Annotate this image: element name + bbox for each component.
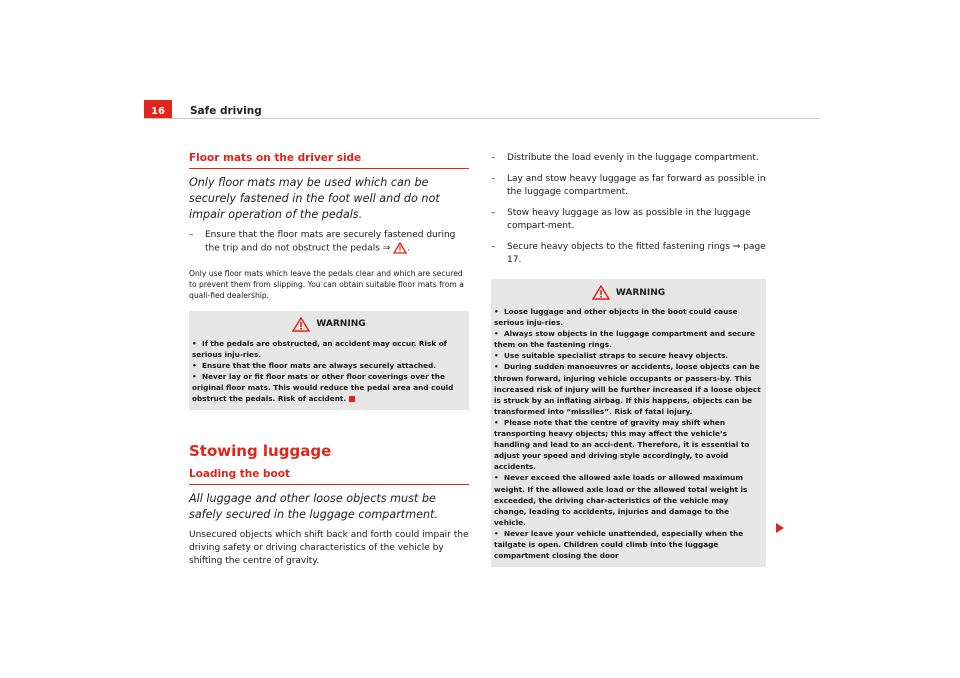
section-end-marker	[349, 396, 355, 402]
floor-mats-note: Only use floor mats which leave the pedals clear and which are secured to prevent them from slipping. You can obtain suitable floor mats from a quali-fied dealership.	[189, 268, 464, 300]
reference-arrow: ⇒	[382, 243, 391, 254]
warning-item: • Use suitable specialist straps to secure heavy objects.	[494, 351, 729, 361]
warning-triangle-icon	[393, 242, 407, 254]
warning-item: • Loose luggage and other objects in the boot could cause serious inju-ries.	[494, 307, 738, 328]
warning-title: WARNING	[316, 319, 366, 329]
subsection-title-loading-boot: Loading the boot	[189, 468, 469, 485]
warning-item: • If the pedals are obstructed, an accident may occur. Risk of serious inju-ries.	[192, 338, 447, 359]
warning-triangle-icon	[592, 285, 610, 300]
luggage-warning-box	[491, 279, 766, 567]
warning-item: • Ensure that the floor mats are always securely attached.	[192, 360, 437, 370]
luggage-lead: All luggage and other loose objects must be safely secured in the luggage compartment.	[189, 492, 439, 522]
warning-triangle-icon	[292, 317, 310, 332]
section-title-floor-mats: Floor mats on the driver side	[189, 152, 469, 169]
right-column	[491, 152, 766, 567]
luggage-step: – Stow heavy luggage as low as possible in the luggage compart-ment.	[491, 208, 751, 231]
header-divider	[144, 118, 820, 119]
warning-title: WARNING	[615, 287, 666, 298]
floor-mats-lead: Only floor mats may be used which can be securely fastened in the foot well and do not impair operation of the pedals.	[189, 176, 440, 221]
warning-item: • During sudden manoeuvres or accidents, loose objects can be thrown forward, injuring vehicle occupants or passers-by. This increased risk of injury will be further increased if a loose object is struck by an inflating airbag. If this happens, objects can be transformed into “missiles”. Risk of fatal injury.	[494, 362, 761, 416]
continue-arrow-icon	[776, 523, 784, 533]
luggage-step: – Lay and stow heavy luggage as far forward as possible in the luggage compartment.	[491, 174, 766, 197]
floor-mats-step: – Ensure that the floor mats are securely fastened during the trip and do not obstruct the pedals ⇒ .	[189, 230, 456, 254]
page-number: 16	[144, 100, 172, 118]
floor-mats-warning-box	[189, 311, 469, 411]
left-column	[189, 152, 469, 568]
warning-item: • Never lay or fit floor mats or other floor coverings over the original floor mats. This would reduce the pedal area and could obstruct the pedals. Risk of accident.	[192, 371, 454, 403]
warning-item: • Always stow objects in the luggage compartment and secure them on the fastening rings.	[494, 329, 756, 350]
warning-item: • Please note that the centre of gravity may shift when transporting heavy objects; this may affect the vehicle’s handling and lead to an acci-dent. Therefore, it is essential to adjust your speed and driving style accordingly, to avoid accidents.	[494, 417, 750, 472]
luggage-step: – Distribute the load evenly in the luggage compartment.	[491, 153, 759, 163]
warning-item: • Never leave your vehicle unattended, especially when the tailgate is open. Children could climb into the luggage compartment closing the door	[494, 528, 744, 561]
luggage-step: – Secure heavy objects to the fitted fastening rings ⇒ page 17.	[491, 242, 766, 265]
section-title-luggage: Stowing luggage	[189, 442, 332, 461]
warning-item: • Never exceed the allowed axle loads or allowed maximum weight. If the allowed axle load or the allowed total weight is exceeded, the driving char-acteristics of the vehicle may change, leading to accidents, injuries and damage to the vehicle.	[494, 473, 748, 527]
running-header: Safe driving	[190, 105, 262, 117]
luggage-body: Unsecured objects which shift back and forth could impair the driving safety or driving characteristics of the vehicle by shifting the centre of gravity.	[189, 530, 469, 567]
